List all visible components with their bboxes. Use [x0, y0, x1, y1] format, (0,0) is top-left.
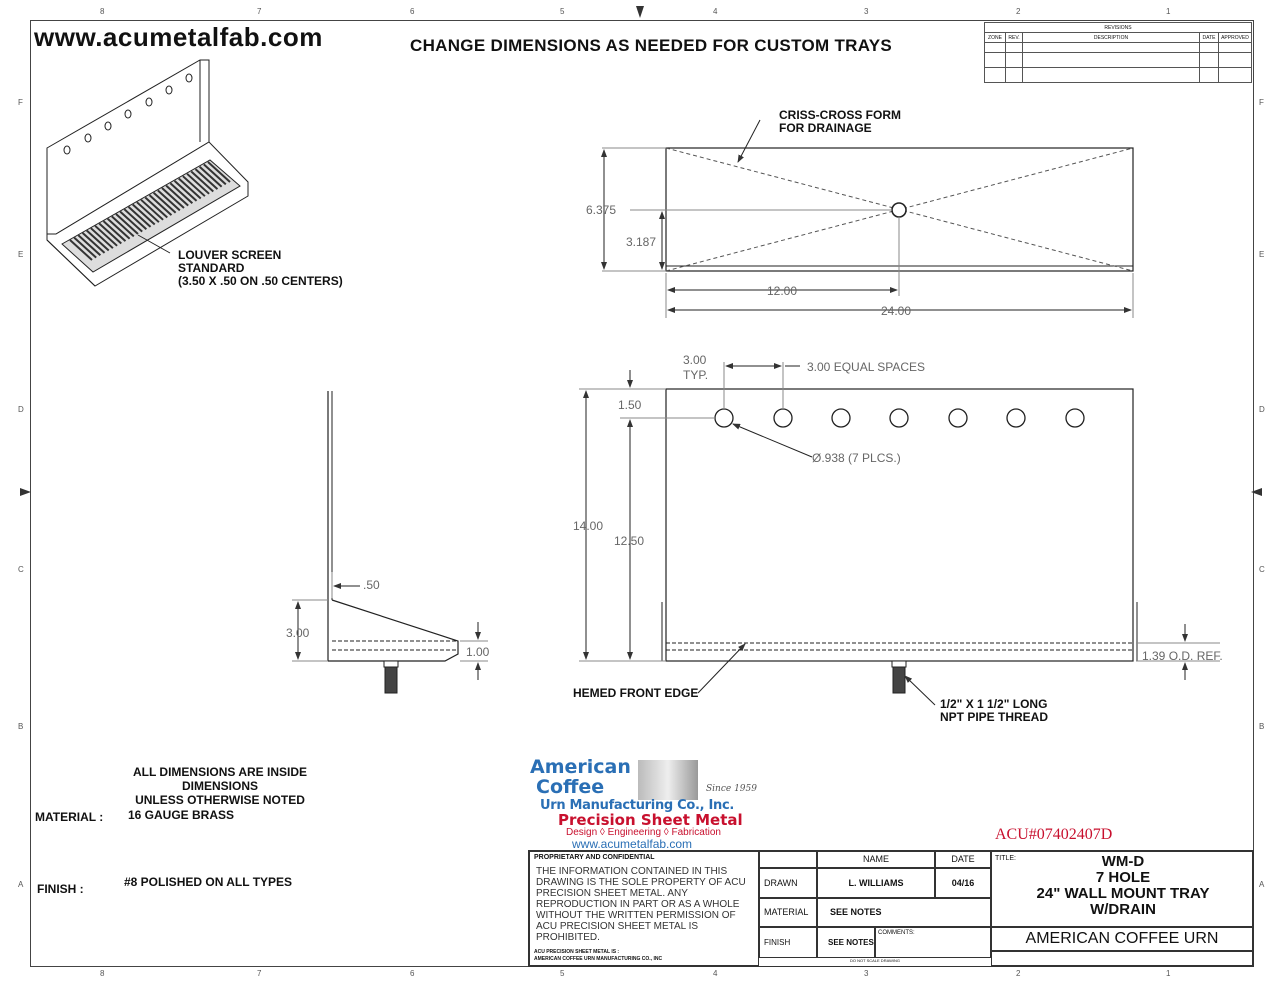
title-line2: 7 HOLE [1095, 869, 1151, 886]
custom-note: CHANGE DIMENSIONS AS NEEDED FOR CUSTOM TRAYS [410, 36, 893, 55]
company-logo [528, 754, 808, 850]
pipe-note-line2: NPT PIPE THREAD [940, 710, 1049, 724]
side-view [292, 391, 488, 693]
rev-col-approved: APPROVED [1219, 33, 1252, 43]
finish-tb-value: SEE NOTES [817, 927, 875, 958]
crisscross-line1: CRISS-CROSS FORM [779, 108, 902, 122]
logo-since: Since 1959 [706, 784, 757, 794]
logo-tagline: Design ◊ Engineering ◊ Fabrication [566, 827, 721, 838]
louver-note-line1: LOUVER SCREEN [178, 248, 282, 262]
blank-header-cell [759, 851, 817, 868]
dim-front-height: 14.00 [573, 519, 604, 533]
dim-top-half-height: 3.187 [626, 235, 657, 249]
louver-note [178, 249, 343, 288]
logo-american: American [530, 756, 631, 778]
dim-top-half-width: 12.00 [767, 284, 798, 298]
proprietary-title: PROPRIETARY AND CONFIDENTIAL [534, 854, 655, 861]
finish-value: #8 POLISHED ON ALL TYPES [124, 875, 293, 889]
crisscross-note [779, 109, 901, 135]
no-scale-note: DO NOT SCALE DRAWING [849, 958, 900, 963]
finish-label: FINISH : [37, 882, 84, 896]
pipe-note [940, 698, 1048, 724]
title-section [991, 851, 1253, 927]
dim-top-width: 24.00 [881, 304, 912, 318]
logo-coffee: Coffee [536, 776, 605, 798]
proprietary-footer2: AMERICAN COFFEE URN MANUFACTURING CO., INC [534, 956, 663, 962]
title-line4: W/DRAIN [1090, 901, 1156, 918]
website-url[interactable]: www.acumetalfab.com [34, 22, 323, 52]
title-line1: WM-D [1101, 853, 1145, 870]
hemmed-note: HEMED FRONT EDGE [573, 686, 699, 700]
material-value: 16 GAUGE BRASS [128, 808, 235, 822]
revisions-title: REVISIONS [985, 23, 1252, 33]
drawn-name: L. WILLIAMS [817, 868, 935, 898]
proprietary-text: THE INFORMATION CONTAINED IN THIS DRAWING IS THE SOLE PROPERTY OF ACU PRECISION SHEET METAL. ANY REPRODUCTION IN PART OR AS A WHOLE WITHOUT THE WRITTEN PERMISSION OF ACU PRECISION SHEET METAL IS PROHIBITED. [536, 866, 746, 943]
material-tb-value: SEE NOTES [817, 898, 991, 927]
urn-graphic [638, 760, 698, 800]
dimensions-note [95, 765, 345, 807]
dim-hole-diameter: Ø.938 (7 PLCS.) [812, 451, 901, 465]
rev-col-description: DESCRIPTION [1023, 33, 1200, 43]
material-label: MATERIAL : [35, 810, 104, 824]
title-label: TITLE: [995, 855, 1017, 862]
dim-typ-value: 3.00 [683, 353, 707, 367]
dim-top-height: 6.375 [586, 203, 617, 217]
material-tb-label: MATERIAL [759, 898, 817, 927]
logo-urn: Urn Manufacturing Co., Inc. [540, 798, 735, 813]
title-text [992, 854, 1254, 918]
dim-side-front: 1.00 [466, 645, 490, 659]
rev-col-date: DATE [1200, 33, 1219, 43]
dimensions-note-line1: ALL DIMENSIONS ARE INSIDE DIMENSIONS [132, 765, 308, 793]
drawn-label: DRAWN [759, 868, 817, 898]
finish-tb-label: FINISH [759, 927, 817, 958]
top-view [602, 120, 1133, 318]
date-header: DATE [935, 851, 991, 868]
dimensions-note-line2: UNLESS OTHERWISE NOTED [135, 793, 305, 807]
dim-hole-offset: 1.50 [618, 398, 642, 412]
louver-note-line2: STANDARD [178, 261, 245, 275]
louver-note-line3: (3.50 X .50 ON .50 CENTERS) [178, 274, 343, 288]
name-header: NAME [817, 851, 935, 868]
part-number: ACU#07402407D [995, 826, 1113, 843]
title-line3: 24" WALL MOUNT TRAY [1036, 885, 1210, 902]
comments-label: COMMENTS: [875, 927, 991, 958]
company-name: AMERICAN COFFEE URN [991, 927, 1253, 951]
title-block [528, 850, 1254, 967]
dim-typ-label: TYP. [683, 368, 709, 382]
crisscross-line2: FOR DRAINAGE [779, 121, 872, 135]
dim-side-thickness: .50 [363, 578, 380, 592]
drawn-date: 04/16 [935, 868, 991, 898]
proprietary-footer1: ACU PRECISION SHEET METAL IS : [534, 949, 620, 955]
front-view [579, 362, 1220, 705]
logo-precision: Precision Sheet Metal [558, 811, 743, 829]
dim-od-ref: 1.39 O.D. REF. [1142, 649, 1223, 663]
rev-col-rev: REV. [1006, 33, 1023, 43]
dim-front-inner: 12.50 [614, 534, 645, 548]
dim-side-height: 3.00 [286, 626, 310, 640]
proprietary-section [529, 851, 759, 966]
logo-url[interactable]: www.acumetalfab.com [572, 837, 693, 851]
pipe-note-line1: 1/2" X 1 1/2" LONG [940, 697, 1048, 711]
rev-col-zone: ZONE [985, 33, 1006, 43]
title-footer-cell [991, 951, 1253, 966]
dim-equal-spaces: 3.00 EQUAL SPACES [807, 360, 926, 374]
